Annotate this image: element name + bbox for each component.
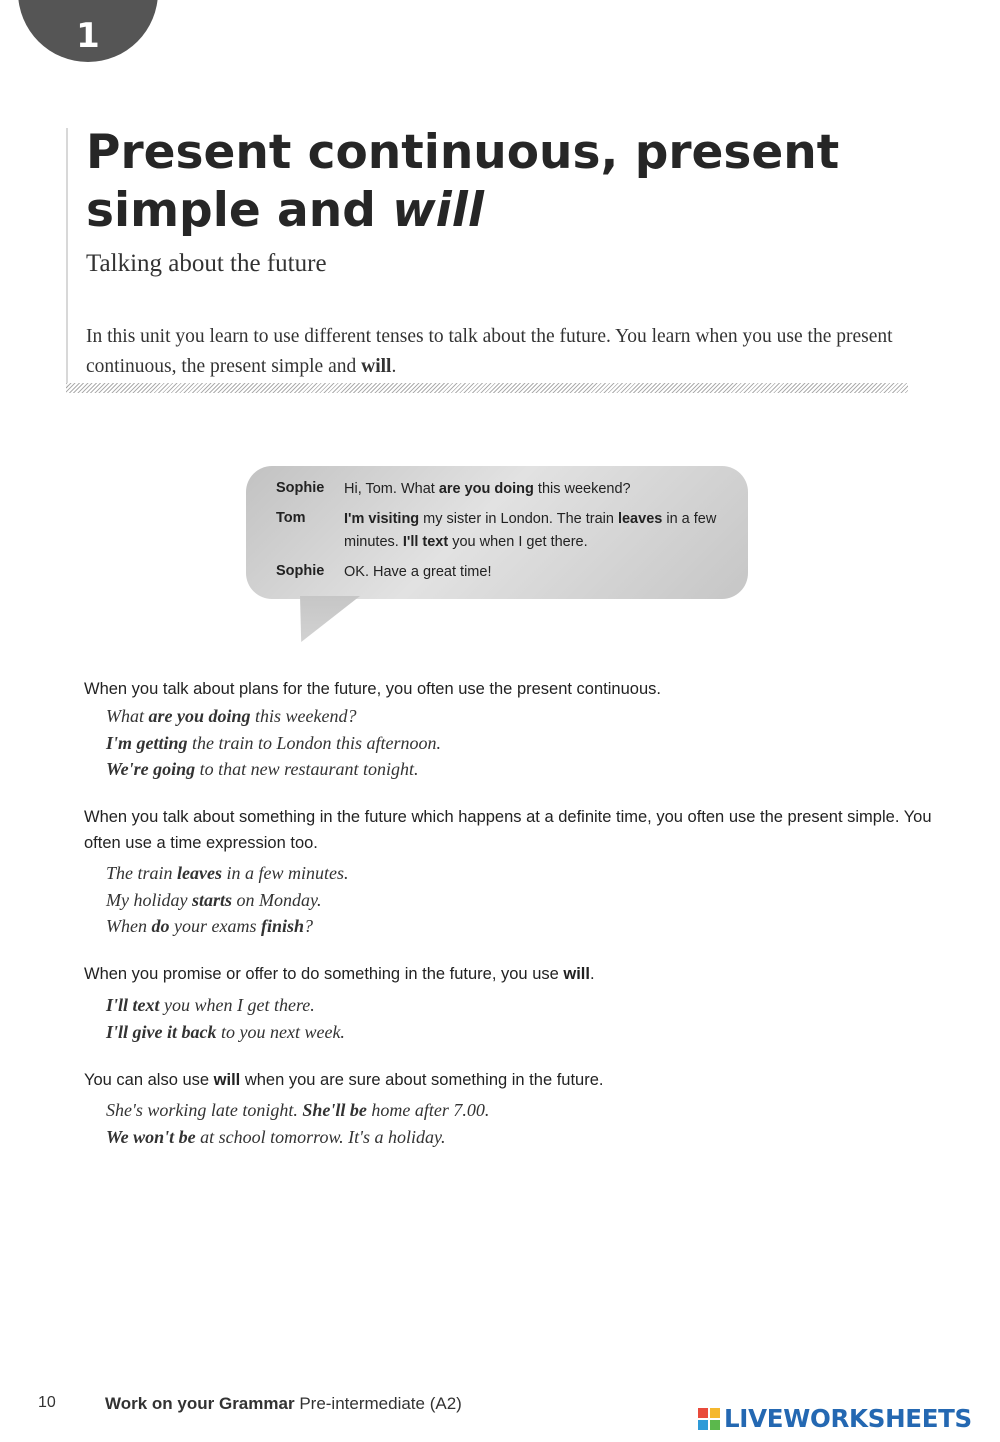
text: Hi, Tom. What xyxy=(344,481,439,497)
bold-text: I'm visiting xyxy=(344,511,420,527)
text: in a few minutes. xyxy=(344,511,717,550)
logo-square xyxy=(698,1420,708,1430)
text: to you next week. xyxy=(216,1021,345,1042)
bold-text: are you doing xyxy=(438,481,534,497)
bold-text: We won't be xyxy=(106,1126,196,1147)
watermark-text: LIVEWORKSHEETS xyxy=(724,1404,972,1433)
text: the train to London this afternoon. xyxy=(187,732,442,753)
text: OK. Have a great time! xyxy=(344,564,492,580)
bold-text: I'll text xyxy=(402,534,449,550)
dialogue-line xyxy=(276,510,726,554)
text: at school tomorrow. It's a holiday. xyxy=(195,1126,446,1147)
rule-text xyxy=(84,804,964,856)
text: home after 7.00. xyxy=(366,1100,490,1120)
example-sentence xyxy=(106,730,926,757)
logo-square xyxy=(698,1408,708,1418)
text: When you talk about plans for the future, you often use the present continuous. xyxy=(84,680,661,698)
speaker-name: Sophie xyxy=(276,480,325,496)
example-sentence xyxy=(106,860,926,887)
bold-text: I'll give it back xyxy=(106,1021,217,1042)
example-sentence xyxy=(106,992,926,1019)
bold-text: I'm getting xyxy=(106,732,188,753)
bold-text: starts xyxy=(191,889,233,910)
unit-number: 1 xyxy=(76,16,100,56)
text: to that new restaurant tonight. xyxy=(195,759,419,779)
example-sentence xyxy=(106,913,926,940)
liveworksheets-watermark xyxy=(698,1404,972,1433)
liveworksheets-logo-icon xyxy=(698,1408,720,1430)
unit-number-badge xyxy=(18,0,158,62)
bold-text: leaves xyxy=(617,511,663,527)
example-list xyxy=(106,992,926,1045)
speaker-name: Tom xyxy=(276,510,306,526)
text: my sister in London. The train xyxy=(419,511,618,527)
bold-text: She'll be xyxy=(302,1100,367,1120)
bold-text: We're going xyxy=(106,759,196,779)
text: your exams xyxy=(169,916,261,936)
text: When you talk about something in the future which happens at a definite time, you often use the present simple. You often use a time expression too. xyxy=(84,808,932,852)
title-italic-word: will xyxy=(392,183,484,238)
logo-square xyxy=(710,1420,720,1430)
text: You can also use xyxy=(84,1071,214,1089)
page-title xyxy=(86,124,946,240)
example-list xyxy=(106,703,926,783)
text: She's working late tonight. xyxy=(106,1100,303,1120)
text: What xyxy=(106,706,149,726)
text: ? xyxy=(304,916,313,936)
speech-text xyxy=(344,561,726,584)
example-list xyxy=(106,860,926,940)
text: you when I get there. xyxy=(159,995,315,1015)
text: when you are sure about something in the future. xyxy=(240,1071,604,1089)
text: . xyxy=(589,965,595,983)
text: on Monday. xyxy=(232,889,322,910)
rule-text xyxy=(84,1067,964,1093)
speech-text xyxy=(344,478,726,501)
speaker-name: Sophie xyxy=(276,563,325,579)
bold-text: I'll text xyxy=(106,995,160,1015)
text: this weekend? xyxy=(250,706,357,726)
header-rule xyxy=(66,128,68,388)
dialogue xyxy=(276,480,726,593)
text: The train xyxy=(106,863,178,883)
book-title: Work on your Grammar Pre-intermediate (A2) xyxy=(105,1394,462,1413)
hatched-divider xyxy=(66,383,908,393)
title-text: Present continuous, present simple and xyxy=(86,125,840,238)
rule-text xyxy=(84,676,964,702)
bold-text: will xyxy=(213,1071,241,1089)
rule-text xyxy=(84,961,964,987)
bold-text: are you doing xyxy=(148,706,251,726)
text: My holiday xyxy=(106,889,192,910)
dialogue-line xyxy=(276,480,726,501)
text: When xyxy=(106,916,152,936)
example-sentence xyxy=(106,703,926,730)
speech-text xyxy=(344,508,726,554)
text: you when I get there. xyxy=(448,534,588,550)
speech-bubble-tail xyxy=(300,596,360,642)
text: this weekend? xyxy=(533,481,631,497)
page-number: 10 xyxy=(38,1394,56,1411)
example-sentence xyxy=(106,1019,926,1046)
page-subtitle: Talking about the future xyxy=(86,250,327,277)
intro-paragraph: In this unit you learn to use different tenses to talk about the future. You learn when you use the present continuous, the present simple and will. xyxy=(86,326,893,377)
bold-text: finish xyxy=(260,916,304,936)
example-sentence xyxy=(106,1097,926,1124)
bold-text: leaves xyxy=(177,863,222,883)
bold-text: do xyxy=(151,916,170,936)
example-sentence xyxy=(106,887,926,914)
example-list xyxy=(106,1097,926,1150)
text: When you promise or offer to do something in the future, you use xyxy=(84,965,564,983)
logo-square xyxy=(710,1408,720,1418)
example-sentence xyxy=(106,756,926,783)
text: in a few minutes. xyxy=(222,863,349,883)
bold-text: will xyxy=(563,965,590,983)
dialogue-line xyxy=(276,563,726,584)
example-sentence xyxy=(106,1124,926,1151)
